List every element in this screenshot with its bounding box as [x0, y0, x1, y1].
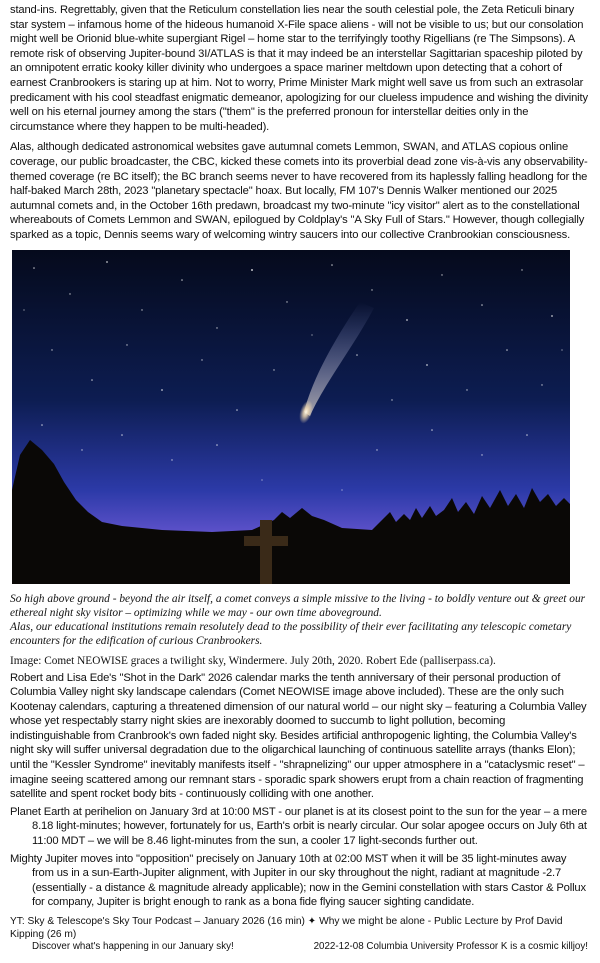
paragraph-jupiter-opposition: Mighty Jupiter moves into "opposition" precisely on January 10th at 02:00 MST when it will be 35 light-minutes away from us in a sun-Earth-Jupiter alignment, with Jupiter in our sky throughout the night, radiant at magnitude -2.7 (essentially - a distance & magnitude already applicable); now in the Gemini constellation with stars Castor & Pollux for company, Jupiter is bright enough to rank as a bona fide flying saucer sighting candidate.: [10, 852, 586, 909]
ground: [12, 534, 570, 584]
comet-neowise-photo: [12, 250, 570, 584]
paragraph-perihelion: Planet Earth at perihelion on January 3rd at 10:00 MST - our planet is at its closest point to the sun for the year – a mere 8.18 light-minutes; however, fortunately for us, Earth's orbit is nearly circular. Our solar apogee occurs on July 6th at 11:00 MDT – we will be 8.46 light-minutes from the sun, a cooler 17 light-seconds further out.: [10, 805, 587, 848]
caption-comet-missive: So high above ground - beyond the air itself, a comet conveys a simple missive to the living - to boldly venture out & greet our ethereal night sky visitor – optimizing while we may - our own time aboveground.: [10, 592, 586, 619]
newsletter-page: [10, 3, 588, 953]
paragraph-aliens: stand-ins. Regrettably, given that the Reticulum constellation lies near the south celestial pole, the Zeta Reticuli binary star system – infamous home of the hideous humanoid X-File space aliens - will not be visible to us; but our consolation might well be Orionid blue-white supergiant Rigel – home star to the terrifyingly toothy Rigellians (re The Simpsons). A remote risk of observing Jupiter-bound 3I/ATLAS is that it may indeed be an interstellar Sagittarian spaceship piloted by an omnipotent erratic kooky killer divinity who undergoes a space mariner meltdown upon detecting that a cohort of earnest Cranbrookers is staring up at him. Not to worry, Prime Minister Mark might well save us from such an extrasolar predicament with his cool steadfast enigmatic demeanor, apologizing for our clueless impudence and wishing the divinity well on his eternal journey among the stars ("them" is the preferred pronoun for interstellar deities only in the circumstance where they happen to be multi-headed).: [10, 4, 588, 133]
footer-subline: [10, 941, 588, 953]
footer-youtube-links: YT: Sky & Telescope's Sky Tour Podcast – January 2026 (16 min) ✦ Why we might be alone - Public Lecture by Prof David Kipping (26 m): [10, 916, 563, 940]
footer-kipping-note: 2022-12-08 Columbia University Professor K is a cosmic killjoy!: [313, 941, 588, 952]
paragraph-calendar: Robert and Lisa Ede's "Shot in the Dark" 2026 calendar marks the tenth anniversary of their personal production of Columbia Valley night sky landscape calendars (Comet NEOWISE image above included). These are the only such Kootenay calendars, capturing a threatened dimension of our natural world – our night sky – featuring a Columbia Valley whose yet respectably starry night skies are inexorably doomed to succumb to light pollution, becoming indistinguishable from Cranbrook's own faded night sky. Besides artificial anthropogenic lighting, the Columbia Valley's night sky will suffer universal degradation due to the oligarchical launching of continuous satellite arrays (thanks Elon); until the "Kessler Syndrome" inevitably manifests itself - "shrapnelizing" our upper atmosphere in a "cataclysmic reset" – imagine seeing scattered among our remnant stars - sporadic spark showers erupt from a chain reaction of fragmenting satellite and spent rocket body bits - continuously colliding with one another.: [10, 671, 587, 801]
caption-educational-institutions: Alas, our educational institutions remain resolutely dead to the possibility of their ever facilitating any telescopic cometary encounters for the edification of curious Cranbrookers.: [10, 620, 572, 647]
footer-sky-tour-note: Discover what's happening in our January sky!: [32, 941, 234, 952]
image-credit: Image: Comet NEOWISE graces a twilight sky, Windermere. July 20th, 2020. Robert Ede (palliserpass.ca).: [10, 654, 496, 667]
paragraph-comet-coverage: Alas, although dedicated astronomical websites gave autumnal comets Lemmon, SWAN, and ATLAS copious online coverage, our public broadcaster, the CBC, kicked these comets into its proverbial dead zone vis-à-vis any observability-themed coverage (re BC itself); the BC branch seems never to have recovered from its haplessly falling headlong for the half-baked March 28th, 2023 "planetary spectacle" hoax. But locally, FM 107's Dennis Walker mentioned our 2025 autumnal comets and, in the October 16th predawn, broadcast my two-minute "icy visitor" alert as to the constellational whereabouts of Comets Lemmon and SWAN, epilogued by Coldplay's "A Sky Full of Stars." However, though collegially sparked as a topic, Dennis seems wary of welcoming wintry saucers into our collective Cranbrookian consciousness.: [10, 141, 588, 241]
